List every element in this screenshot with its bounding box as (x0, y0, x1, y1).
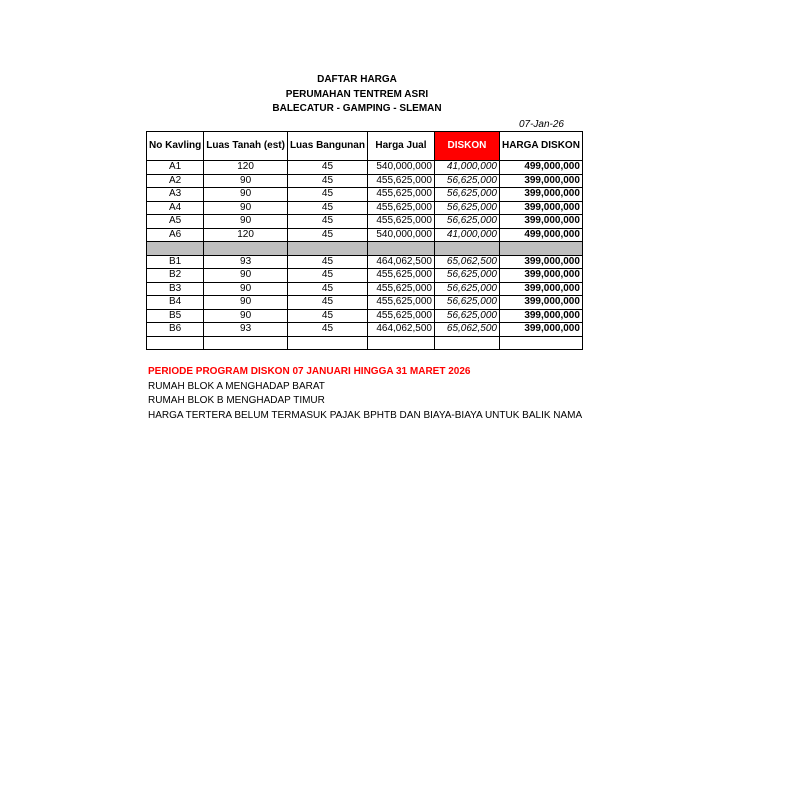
cell-kavling: A5 (147, 215, 204, 229)
price-table (146, 131, 583, 350)
cell-harga-diskon: 399,000,000 (499, 282, 582, 296)
cell-diskon: 56,625,000 (434, 188, 499, 202)
header-diskon: DISKON (434, 132, 499, 161)
cell-kavling: A3 (147, 188, 204, 202)
cell-diskon: 56,625,000 (434, 201, 499, 215)
cell-luas-tanah: 90 (204, 282, 288, 296)
cell-luas-tanah: 90 (204, 296, 288, 310)
table-row (147, 228, 583, 242)
table-row (147, 201, 583, 215)
table-body (147, 161, 583, 350)
cell-harga-diskon: 499,000,000 (499, 161, 582, 175)
header-luas-bangunan: Luas Bangunan (287, 132, 367, 161)
table-header-row (147, 132, 583, 161)
cell-diskon: 56,625,000 (434, 215, 499, 229)
cell-kavling: B3 (147, 282, 204, 296)
housing-name: PERUMAHAN TENTREM ASRI (285, 88, 429, 100)
cell-kavling: A2 (147, 174, 204, 188)
cell-luas-tanah: 90 (204, 215, 288, 229)
cell-kavling: A6 (147, 228, 204, 242)
cell-luas-tanah: 90 (204, 309, 288, 323)
table-row (147, 174, 583, 188)
empty-cell (499, 242, 582, 256)
cell-luas-tanah: 90 (204, 269, 288, 283)
cell-luas-tanah: 93 (204, 323, 288, 337)
cell-diskon: 41,000,000 (434, 161, 499, 175)
cell-harga-jual: 455,625,000 (367, 282, 434, 296)
empty-cell (287, 336, 367, 350)
cell-diskon: 65,062,500 (434, 323, 499, 337)
cell-harga-jual: 455,625,000 (367, 201, 434, 215)
cell-harga-jual: 455,625,000 (367, 215, 434, 229)
cell-kavling: B6 (147, 323, 204, 337)
cell-harga-jual: 455,625,000 (367, 269, 434, 283)
header-no-kavling: No Kavling (147, 132, 204, 161)
cell-luas-bangunan: 45 (287, 323, 367, 337)
cell-luas-tanah: 120 (204, 228, 288, 242)
document-date: 07-Jan-26 (518, 119, 564, 130)
empty-cell (499, 336, 582, 350)
note-tax: HARGA TERTERA BELUM TERMASUK PAJAK BPHTB DAN BIAYA-BIAYA UNTUK BALIK NAMA (148, 409, 583, 421)
location: BALECATUR - GAMPING - SLEMAN (272, 103, 442, 114)
table-row (147, 269, 583, 283)
cell-harga-diskon: 399,000,000 (499, 296, 582, 310)
cell-luas-tanah: 93 (204, 255, 288, 269)
cell-harga-diskon: 399,000,000 (499, 309, 582, 323)
empty-cell (367, 336, 434, 350)
cell-kavling: B4 (147, 296, 204, 310)
empty-cell (434, 242, 499, 256)
cell-luas-bangunan: 45 (287, 174, 367, 188)
cell-luas-tanah: 90 (204, 188, 288, 202)
note-block-a: RUMAH BLOK A MENGHADAP BARAT (148, 380, 325, 392)
cell-diskon: 41,000,000 (434, 228, 499, 242)
cell-luas-bangunan: 45 (287, 188, 367, 202)
empty-cell (204, 336, 288, 350)
document-title: DAFTAR HARGA (317, 74, 397, 85)
cell-harga-jual: 464,062,500 (367, 255, 434, 269)
cell-luas-bangunan: 45 (287, 215, 367, 229)
blank-row (147, 336, 583, 350)
table-row (147, 161, 583, 175)
table-row (147, 282, 583, 296)
cell-diskon: 56,625,000 (434, 309, 499, 323)
cell-luas-bangunan: 45 (287, 161, 367, 175)
table-row (147, 296, 583, 310)
empty-cell (287, 242, 367, 256)
cell-kavling: B5 (147, 309, 204, 323)
table-row (147, 255, 583, 269)
cell-kavling: A4 (147, 201, 204, 215)
table-row (147, 323, 583, 337)
cell-luas-bangunan: 45 (287, 201, 367, 215)
cell-harga-diskon: 399,000,000 (499, 255, 582, 269)
cell-luas-bangunan: 45 (287, 282, 367, 296)
cell-kavling: A1 (147, 161, 204, 175)
empty-cell (204, 242, 288, 256)
cell-harga-diskon: 399,000,000 (499, 188, 582, 202)
block-separator-row (147, 242, 583, 256)
cell-luas-bangunan: 45 (287, 296, 367, 310)
cell-harga-jual: 455,625,000 (367, 174, 434, 188)
cell-harga-diskon: 399,000,000 (499, 215, 582, 229)
note-block-b: RUMAH BLOK B MENGHADAP TIMUR (148, 395, 325, 407)
cell-diskon: 56,625,000 (434, 282, 499, 296)
cell-harga-jual: 540,000,000 (367, 228, 434, 242)
cell-luas-bangunan: 45 (287, 255, 367, 269)
cell-luas-bangunan: 45 (287, 269, 367, 283)
cell-harga-jual: 455,625,000 (367, 188, 434, 202)
cell-harga-jual: 455,625,000 (367, 296, 434, 310)
promo-period-note: PERIODE PROGRAM DISKON 07 JANUARI HINGGA 31 MARET 2026 (148, 366, 471, 377)
cell-kavling: B2 (147, 269, 204, 283)
header-harga-diskon: HARGA DISKON (499, 132, 582, 161)
cell-harga-diskon: 399,000,000 (499, 269, 582, 283)
cell-harga-jual: 464,062,500 (367, 323, 434, 337)
table-row (147, 309, 583, 323)
empty-cell (147, 336, 204, 350)
header-luas-tanah: Luas Tanah (est) (204, 132, 288, 161)
empty-cell (147, 242, 204, 256)
cell-diskon: 65,062,500 (434, 255, 499, 269)
header-harga-jual: Harga Jual (367, 132, 434, 161)
cell-luas-tanah: 120 (204, 161, 288, 175)
cell-luas-bangunan: 45 (287, 228, 367, 242)
cell-luas-tanah: 90 (204, 201, 288, 215)
cell-diskon: 56,625,000 (434, 174, 499, 188)
cell-harga-diskon: 399,000,000 (499, 201, 582, 215)
cell-diskon: 56,625,000 (434, 269, 499, 283)
cell-harga-diskon: 399,000,000 (499, 323, 582, 337)
cell-harga-diskon: 499,000,000 (499, 228, 582, 242)
cell-diskon: 56,625,000 (434, 296, 499, 310)
document-title-block (0, 73, 714, 117)
cell-harga-jual: 455,625,000 (367, 309, 434, 323)
cell-kavling: B1 (147, 255, 204, 269)
table-row (147, 188, 583, 202)
empty-cell (367, 242, 434, 256)
cell-luas-bangunan: 45 (287, 309, 367, 323)
cell-luas-tanah: 90 (204, 174, 288, 188)
notes (148, 365, 582, 423)
cell-harga-jual: 540,000,000 (367, 161, 434, 175)
empty-cell (434, 336, 499, 350)
table-row (147, 215, 583, 229)
cell-harga-diskon: 399,000,000 (499, 174, 582, 188)
